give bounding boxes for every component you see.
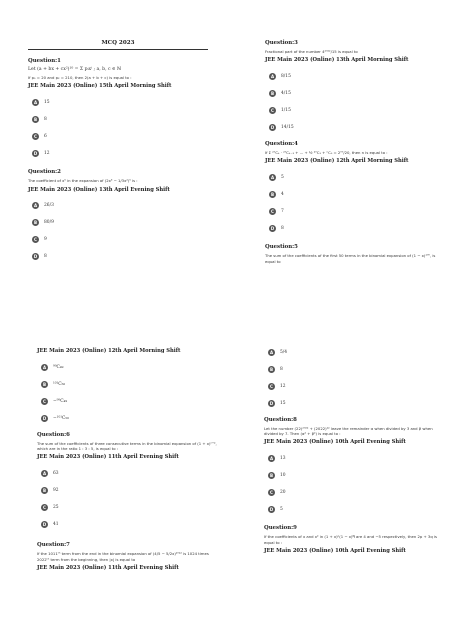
option-badge-a: A <box>33 203 38 209</box>
option-badge-c: C <box>32 236 39 243</box>
option-value: 20 <box>280 489 286 495</box>
option-badge-d: D <box>270 225 275 231</box>
option-badge-c: C <box>41 398 48 405</box>
option-badge-b: B <box>270 191 275 197</box>
option-badge-c: C <box>32 133 39 140</box>
option-value: 9 <box>44 237 47 243</box>
option-value: 5/4 <box>280 349 288 355</box>
option-b[interactable] <box>269 89 445 97</box>
option-a[interactable] <box>41 469 217 477</box>
option-badge-d: D <box>42 521 47 527</box>
option-c[interactable] <box>268 382 444 390</box>
option-value: −⁹⁹C₄₉ <box>53 398 68 404</box>
question-2-exam: JEE Main 2023 (Online) 13th April Evening Shift <box>28 186 170 193</box>
question-3-text: Fractional part of the number 4²⁰²²/15 is equal to <box>265 49 358 54</box>
option-value: 26/3 <box>44 203 54 209</box>
question-9-title: Question:9 <box>264 525 297 532</box>
question-4-exam: JEE Main 2023 (Online) 12th April Morning Shift <box>265 158 409 165</box>
question-4-text: If Σ ²⁰Cₖ · ²⁰Cₖ₋₁ + ... + ½ ²⁰C₁ + ⁿC₀ = 2⁰⁰/20, then n is equal to : <box>265 150 388 156</box>
option-b[interactable] <box>41 380 217 388</box>
question-8-title: Question:8 <box>264 417 297 423</box>
option-d[interactable] <box>269 224 445 232</box>
option-value: 12 <box>44 150 50 156</box>
option-value: ¹⁰¹C₅₀ <box>53 381 66 387</box>
question-3-title: Question:3 <box>265 40 298 46</box>
option-b[interactable] <box>268 365 444 373</box>
option-value: 8 <box>44 116 47 122</box>
question-6-text: The sum of the coefficients of three consecutive terms in the binomial expansion of (1 + x)ⁿ⁺², which are in the ratio 1 : 3 : 5, is equal to : <box>37 441 217 452</box>
option-value: 14/15 <box>281 124 294 130</box>
option-value: 13 <box>280 455 286 461</box>
option-badge-c: C <box>41 504 48 511</box>
page-4 <box>264 346 444 554</box>
option-value: 25 <box>53 504 59 510</box>
option-badge-b: B <box>269 366 274 372</box>
option-value: −¹⁰¹C₅₀ <box>53 415 69 421</box>
option-badge-c: C <box>268 489 275 496</box>
option-d[interactable] <box>41 414 217 422</box>
option-value: 5 <box>280 506 283 512</box>
option-a[interactable] <box>32 202 208 210</box>
question-7-exam: JEE Main 2023 (Online) 11th April Evening Shift <box>37 564 179 571</box>
option-badge-b: B <box>42 487 47 493</box>
option-b[interactable] <box>41 486 217 494</box>
page-1 <box>28 40 208 261</box>
option-d[interactable] <box>32 253 208 261</box>
option-badge-b: B <box>42 381 47 387</box>
option-d[interactable] <box>269 123 445 131</box>
option-value: 92 <box>53 487 59 493</box>
option-c[interactable] <box>41 503 217 511</box>
option-badge-a: A <box>33 99 38 105</box>
option-badge-b: B <box>33 116 38 122</box>
question-3-exam: JEE Main 2023 (Online) 13th April Morning Shift <box>265 57 409 64</box>
option-a[interactable] <box>32 98 208 106</box>
option-c[interactable] <box>269 106 445 114</box>
option-value: ⁹⁹C₄₉ <box>53 364 64 370</box>
header-rule <box>28 49 208 50</box>
option-value: 10 <box>280 472 286 478</box>
question-6-exam: JEE Main 2023 (Online) 11th April Evening Shift <box>37 454 179 461</box>
option-a[interactable] <box>269 173 445 181</box>
question-8-text: Let the number (22)²⁰²² + (2022)²² leave the remainder α when divided by 3 and β when divided by 7. Then (α² + β²) is equal to : <box>264 426 433 437</box>
option-value: 80/9 <box>44 220 54 226</box>
option-c[interactable] <box>268 488 444 496</box>
option-badge-b: B <box>270 90 275 96</box>
option-badge-a: A <box>270 174 275 180</box>
option-badge-c: C <box>268 383 275 390</box>
option-d[interactable] <box>32 149 208 157</box>
question-1-expression: Let (a + bx + cx²)¹⁰ = Σ pᵢxⁱ ; a, b, c ∈ ℕ <box>28 67 122 72</box>
option-a[interactable] <box>269 72 445 80</box>
question-6-title: Question:6 <box>37 432 70 438</box>
question-5-title: Question:5 <box>265 244 298 251</box>
option-badge-d: D <box>270 124 275 130</box>
option-value: 8 <box>280 366 283 372</box>
option-value: 8 <box>44 254 47 260</box>
option-badge-a: A <box>42 364 47 370</box>
option-badge-d: D <box>33 150 38 156</box>
option-value: 8/15 <box>281 73 291 79</box>
option-badge-a: A <box>42 470 47 476</box>
option-value: 7 <box>281 208 284 214</box>
question-4-title: Question:4 <box>265 141 298 148</box>
option-b[interactable] <box>269 190 445 198</box>
question-9-text: If the coefficients of x and x² in (1 + x)ᵖ(1 − x)ᑫ are 4 and −5 respectively, then 2p + 3q is equal to : <box>264 534 437 545</box>
option-c[interactable] <box>41 397 217 405</box>
option-a[interactable] <box>268 348 444 356</box>
option-badge-a: A <box>270 73 275 79</box>
question-8-exam: JEE Main 2023 (Online) 10th April Evening Shift <box>264 439 406 446</box>
option-value: 8 <box>281 225 284 231</box>
option-badge-d: D <box>42 415 47 421</box>
page-2 <box>265 40 445 264</box>
option-badge-a: A <box>269 455 274 461</box>
option-badge-b: B <box>269 472 274 478</box>
option-value: 15 <box>44 99 50 105</box>
option-value: 4 <box>281 191 284 197</box>
option-value: 6 <box>44 133 47 139</box>
page-3 <box>37 348 217 571</box>
question-2-title: Question:2 <box>28 169 61 176</box>
option-value: 41 <box>53 521 59 527</box>
option-badge-d: D <box>33 254 38 260</box>
question-5-text: The sum of the coefficients of the first 50 terms in the binomial expansion of (1 − x)¹⁰⁰, is equal to <box>265 253 436 264</box>
question-9-exam: JEE Main 2023 (Online) 10th April Evening Shift <box>264 547 406 554</box>
option-badge-a: A <box>269 349 274 355</box>
option-value: 15 <box>280 400 286 406</box>
option-c[interactable] <box>32 132 208 140</box>
option-value: 4/15 <box>281 90 291 96</box>
question-1-title: Question:1 <box>28 58 61 64</box>
page-header-title: MCQ 2023 <box>101 40 135 46</box>
question-7-text: If the 1011ᵗʰ term from the end in the binomial expansion of (4/5 − 5/2x)²⁰²² is 1024 times 2022ᵗʰ term from the beginning, then |x| is equal to <box>37 551 209 562</box>
option-badge-d: D <box>269 506 274 512</box>
option-b[interactable] <box>32 115 208 123</box>
question-2-text: The coefficient of x⁵ in the expansion of (2x³ − 1/3x²)⁵ is : <box>28 178 138 184</box>
option-b[interactable] <box>32 219 208 227</box>
question-1-condition: If p₁ = 20 and p₂ = 210, then 2(a + b + c) is equal to : <box>28 75 132 81</box>
option-value: 63 <box>53 470 59 476</box>
option-a[interactable] <box>268 454 444 462</box>
question-7-title: Question:7 <box>37 542 70 549</box>
option-d[interactable] <box>41 520 217 528</box>
option-c[interactable] <box>269 207 445 215</box>
page-3-exam-top: JEE Main 2023 (Online) 12th April Morning Shift <box>37 348 181 354</box>
option-badge-b: B <box>33 220 38 226</box>
option-c[interactable] <box>32 236 208 244</box>
option-badge-c: C <box>269 208 276 215</box>
option-value: 5 <box>281 174 284 180</box>
question-1-exam: JEE Main 2023 (Online) 15th April Morning Shift <box>28 83 172 90</box>
option-value: 1/15 <box>281 107 291 113</box>
option-b[interactable] <box>268 471 444 479</box>
option-d[interactable] <box>268 399 444 407</box>
option-d[interactable] <box>268 505 444 513</box>
option-a[interactable] <box>41 363 217 371</box>
option-badge-d: D <box>269 400 274 406</box>
option-value: 12 <box>280 383 286 389</box>
option-badge-c: C <box>269 107 276 114</box>
